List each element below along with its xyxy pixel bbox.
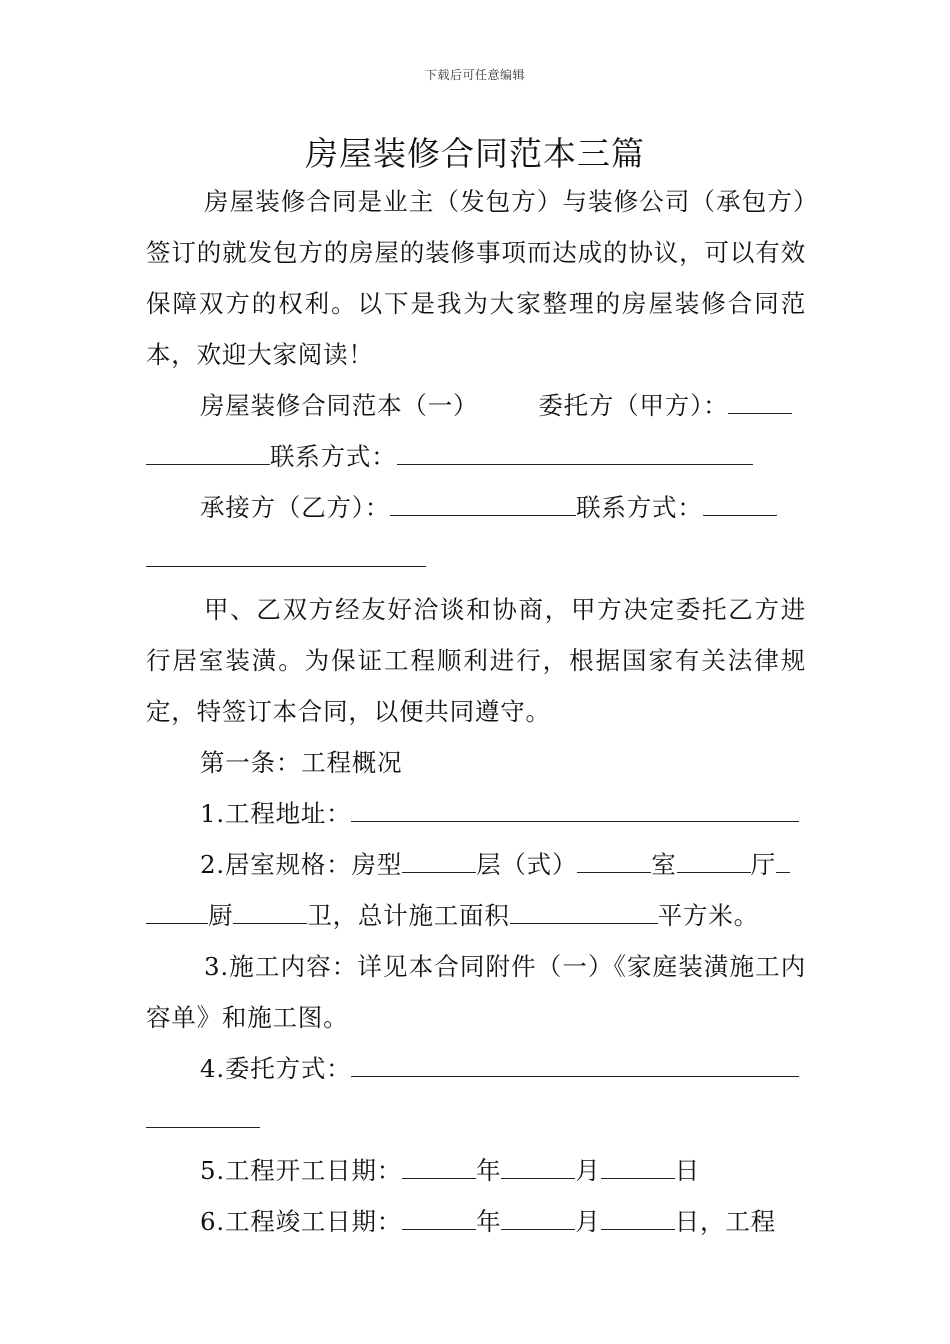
item-2-floor: 层（式） bbox=[476, 850, 578, 879]
item-6-tail: ，工程 bbox=[700, 1207, 776, 1236]
item-2-line bbox=[146, 839, 806, 890]
item-5-label: 5.工程开工日期： bbox=[200, 1156, 403, 1185]
item-2-bath: 卫，总计施工面积 bbox=[307, 901, 510, 930]
end-day-blank bbox=[601, 1209, 675, 1230]
party-b-contact-label: 联系方式： bbox=[576, 493, 703, 522]
item-2-line-cont bbox=[146, 890, 806, 941]
hall-blank-start bbox=[776, 852, 790, 873]
party-a-line bbox=[146, 380, 806, 431]
delegation-blank-cont bbox=[146, 1107, 260, 1128]
start-month-label: 月 bbox=[575, 1156, 601, 1185]
party-a-contact-blank bbox=[397, 444, 753, 465]
party-b-contact-cont bbox=[146, 533, 806, 584]
party-a-contact-line bbox=[146, 431, 806, 482]
end-year-blank bbox=[402, 1209, 476, 1230]
end-month-blank bbox=[501, 1209, 575, 1230]
item-1-label: 1.工程地址： bbox=[200, 799, 352, 828]
intro-paragraph: 房屋装修合同是业主（发包方）与装修公司（承包方）签订的就发包方的房屋的装修事项而达成的协议，可以有效保障双方的权利。以下是我为大家整理的房屋装修合同范本，欢迎大家阅读！ bbox=[146, 187, 806, 369]
section-heading: 房屋装修合同范本（一） bbox=[200, 391, 479, 420]
item-2-kitchen: 厨 bbox=[208, 901, 234, 930]
item-2-label: 2.居室规格：房型 bbox=[200, 850, 403, 879]
item-4-line-cont bbox=[146, 1094, 806, 1145]
party-a-contact-label: 联系方式： bbox=[270, 442, 397, 471]
item-2-unit: 平方米。 bbox=[657, 901, 759, 930]
end-day-label: 日 bbox=[674, 1207, 701, 1236]
end-year-label: 年 bbox=[476, 1207, 502, 1236]
start-day-blank bbox=[601, 1158, 675, 1179]
item-1-line bbox=[146, 788, 806, 839]
party-b-blank bbox=[390, 495, 576, 516]
item-6-line bbox=[146, 1196, 806, 1247]
start-year-label: 年 bbox=[476, 1156, 502, 1185]
type-blank bbox=[402, 852, 476, 873]
document-body bbox=[146, 176, 806, 1247]
start-year-blank bbox=[402, 1158, 476, 1179]
address-blank bbox=[351, 801, 799, 822]
party-a-label: 委托方（甲方）： bbox=[538, 391, 729, 420]
party-b-contact-blank bbox=[703, 495, 777, 516]
article-1-heading: 第一条：工程概况 bbox=[200, 748, 403, 777]
end-month-label: 月 bbox=[575, 1207, 601, 1236]
start-month-blank bbox=[501, 1158, 575, 1179]
item-5-line bbox=[146, 1145, 806, 1196]
party-b-line bbox=[146, 482, 806, 533]
item-6-label: 6.工程竣工日期： bbox=[200, 1207, 403, 1236]
kitchen-blank bbox=[233, 903, 307, 924]
start-day-label: 日 bbox=[674, 1156, 701, 1185]
preamble-paragraph: 甲、乙双方经友好洽谈和协商，甲方决定委托乙方进行居室装潢。为保证工程顺利进行，根据国家有关法律规定，特签订本合同，以便共同遵守。 bbox=[146, 595, 806, 726]
party-b-contact-blank-cont bbox=[146, 546, 426, 567]
party-a-blank bbox=[728, 393, 792, 414]
document-title: 房屋装修合同范本三篇 bbox=[305, 134, 645, 173]
area-blank bbox=[510, 903, 658, 924]
hall-blank bbox=[146, 903, 208, 924]
item-2-hall: 厅 bbox=[750, 850, 776, 879]
header-note: 下载后可任意编辑 bbox=[424, 68, 525, 82]
party-b-label: 承接方（乙方）： bbox=[200, 493, 391, 522]
item-4-line bbox=[146, 1043, 806, 1094]
item-2-room: 室 bbox=[651, 850, 677, 879]
room-blank bbox=[677, 852, 751, 873]
floor-blank bbox=[577, 852, 651, 873]
item-3-paragraph: 3.施工内容：详见本合同附件（一）《家庭装潢施工内容单》和施工图。 bbox=[146, 952, 806, 1032]
delegation-blank bbox=[351, 1056, 799, 1077]
item-4-label: 4.委托方式： bbox=[200, 1054, 352, 1083]
party-a-blank-cont bbox=[146, 444, 270, 465]
